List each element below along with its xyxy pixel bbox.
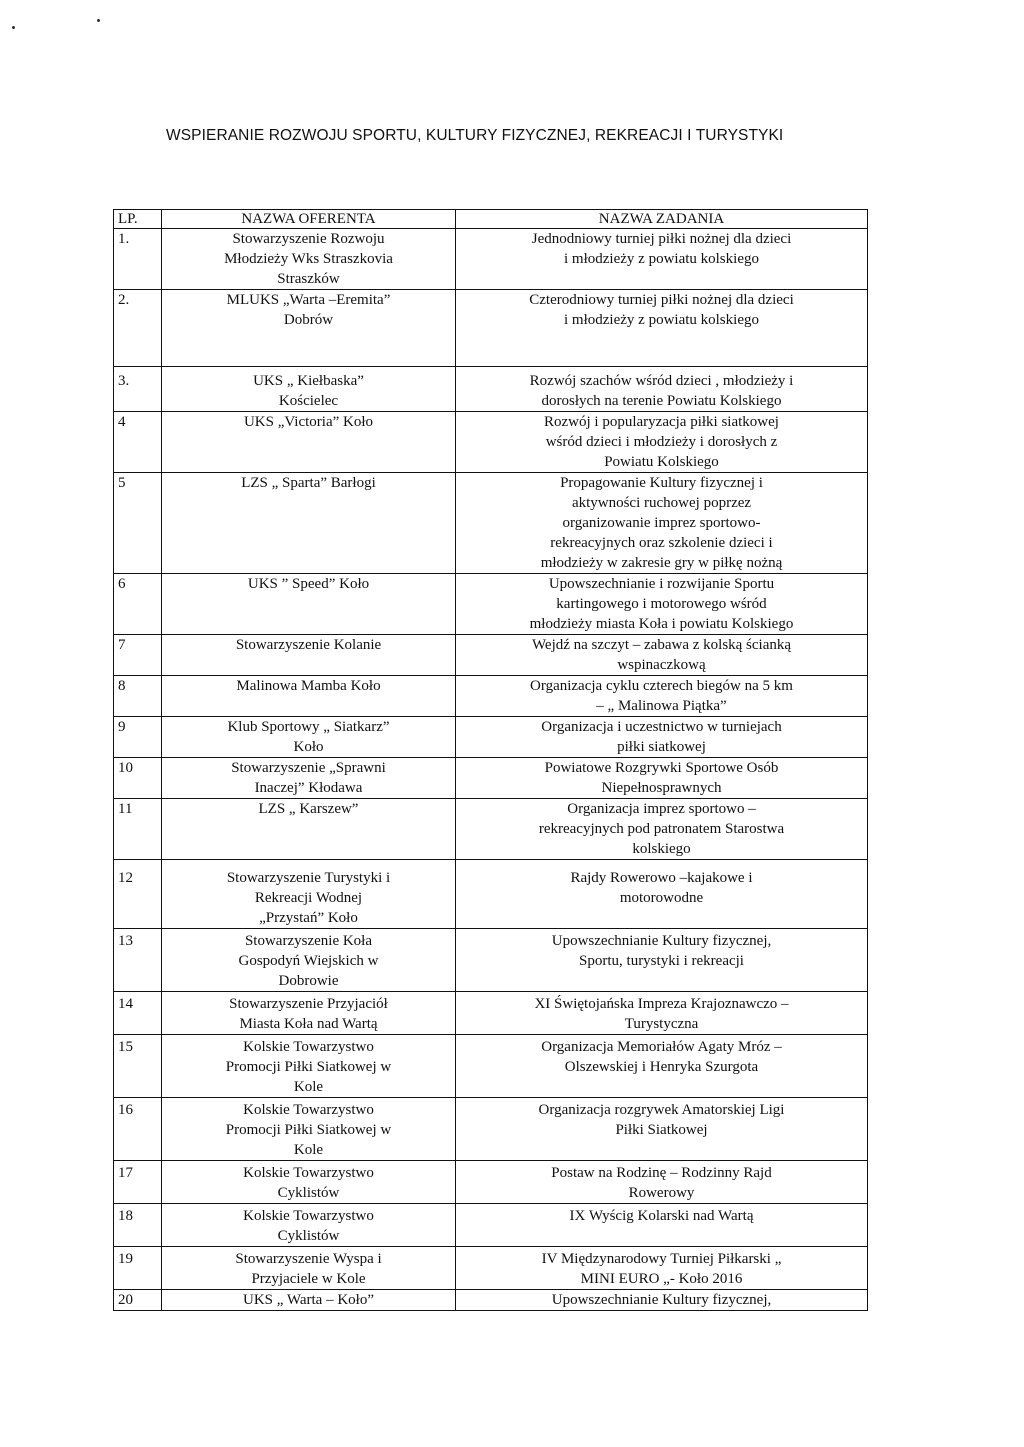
task-name: Postaw na Rodzinę – Rodzinny Rajd Rowerowy	[456, 1161, 868, 1204]
table-header-row	[114, 210, 868, 229]
row-number: 2.	[114, 290, 162, 367]
table-row	[114, 1247, 868, 1290]
row-number: 13	[114, 929, 162, 992]
applicant-name: LZS „ Sparta” Barłogi	[162, 473, 456, 574]
table-row	[114, 799, 868, 860]
task-name: XI Świętojańska Impreza Krajoznawczo – Turystyczna	[456, 992, 868, 1035]
applicant-name: Stowarzyszenie Wyspa i Przyjaciele w Kole	[162, 1247, 456, 1290]
task-name: Organizacja Memoriałów Agaty Mróz – Olszewskiej i Henryka Szurgota	[456, 1035, 868, 1098]
page-title: WSPIERANIE ROZWOJU SPORTU, KULTURY FIZYCZNEJ, REKREACJI I TURYSTYKI	[166, 127, 784, 144]
applicant-name: Klub Sportowy „ Siatkarz” Koło	[162, 717, 456, 758]
applicant-name: Stowarzyszenie Koła Gospodyń Wiejskich w Dobrowie	[162, 929, 456, 992]
table-row	[114, 676, 868, 717]
table-row	[114, 412, 868, 473]
task-name: IV Międzynarodowy Turniej Piłkarski „ MINI EURO „- Koło 2016	[456, 1247, 868, 1290]
task-name: Rozwój i popularyzacja piłki siatkowej wśród dzieci i młodzieży i dorosłych z Powiatu Kolskiego	[456, 412, 868, 473]
task-name: Organizacja imprez sportowo – rekreacyjnych pod patronatem Starostwa kolskiego	[456, 799, 868, 860]
table-row	[114, 1290, 868, 1311]
task-name: Organizacja i uczestnictwo w turniejach piłki siatkowej	[456, 717, 868, 758]
task-name: Propagowanie Kultury fizycznej i aktywności ruchowej poprzez organizowanie imprez sportowo- rekreacyjnych oraz szkolenie dzieci i młodzieży w zakresie gry w piłkę nożną	[456, 473, 868, 574]
row-number: 8	[114, 676, 162, 717]
table-row	[114, 473, 868, 574]
task-name: IX Wyścig Kolarski nad Wartą	[456, 1204, 868, 1247]
table-row	[114, 1161, 868, 1204]
applicant-name: UKS „ Warta – Koło”	[162, 1290, 456, 1311]
applicant-name: Kolskie Towarzystwo Cyklistów	[162, 1161, 456, 1204]
row-number: 17	[114, 1161, 162, 1204]
applicant-name: Stowarzyszenie Rozwoju Młodzieży Wks Straszkovia Straszków	[162, 229, 456, 290]
row-number: 15	[114, 1035, 162, 1098]
table-row	[114, 574, 868, 635]
table-row	[114, 1098, 868, 1161]
applicant-name: Kolskie Towarzystwo Cyklistów	[162, 1204, 456, 1247]
table-row	[114, 1204, 868, 1247]
task-name: Czterodniowy turniej piłki nożnej dla dzieci i młodzieży z powiatu kolskiego	[456, 290, 868, 367]
row-number: 12	[114, 860, 162, 929]
row-number: 19	[114, 1247, 162, 1290]
row-number: 9	[114, 717, 162, 758]
table-row	[114, 992, 868, 1035]
row-number: 6	[114, 574, 162, 635]
row-number: 4	[114, 412, 162, 473]
applicant-name: Stowarzyszenie Kolanie	[162, 635, 456, 676]
row-number: 14	[114, 992, 162, 1035]
table-row	[114, 929, 868, 992]
table-row	[114, 367, 868, 412]
grants-table	[113, 209, 868, 1311]
applicant-name: Stowarzyszenie Turystyki i Rekreacji Wodnej „Przystań” Koło	[162, 860, 456, 929]
table-body	[114, 229, 868, 1311]
table-row	[114, 860, 868, 929]
applicant-name: LZS „ Karszew”	[162, 799, 456, 860]
applicant-name: MLUKS „Warta –Eremita” Dobrów	[162, 290, 456, 367]
header-lp: LP.	[114, 210, 162, 229]
header-task-name: NAZWA ZADANIA	[456, 210, 868, 229]
applicant-name: Malinowa Mamba Koło	[162, 676, 456, 717]
task-name: Wejdź na szczyt – zabawa z kolską ścianką wspinaczkową	[456, 635, 868, 676]
table-row	[114, 635, 868, 676]
table-row	[114, 1035, 868, 1098]
row-number: 3.	[114, 367, 162, 412]
table-row	[114, 758, 868, 799]
applicant-name: Kolskie Towarzystwo Promocji Piłki Siatkowej w Kole	[162, 1098, 456, 1161]
applicant-name: Stowarzyszenie „Sprawni Inaczej” Kłodawa	[162, 758, 456, 799]
task-name: Powiatowe Rozgrywki Sportowe Osób Niepełnosprawnych	[456, 758, 868, 799]
row-number: 10	[114, 758, 162, 799]
table-row	[114, 290, 868, 367]
task-name: Upowszechnianie i rozwijanie Sportu kartingowego i motorowego wśród młodzieży miasta Koła i powiatu Kolskiego	[456, 574, 868, 635]
task-name: Organizacja cyklu czterech biegów na 5 km – „ Malinowa Piątka”	[456, 676, 868, 717]
row-number: 7	[114, 635, 162, 676]
table-row	[114, 229, 868, 290]
row-number: 5	[114, 473, 162, 574]
task-name: Upowszechnianie Kultury fizycznej, Sportu, turystyki i rekreacji	[456, 929, 868, 992]
applicant-name: UKS ” Speed” Koło	[162, 574, 456, 635]
row-number: 20	[114, 1290, 162, 1311]
task-name: Rozwój szachów wśród dzieci , młodzieży i dorosłych na terenie Powiatu Kolskiego	[456, 367, 868, 412]
row-number: 16	[114, 1098, 162, 1161]
task-name: Jednodniowy turniej piłki nożnej dla dzieci i młodzieży z powiatu kolskiego	[456, 229, 868, 290]
task-name: Organizacja rozgrywek Amatorskiej Ligi Piłki Siatkowej	[456, 1098, 868, 1161]
applicant-name: UKS „Victoria” Koło	[162, 412, 456, 473]
row-number: 1.	[114, 229, 162, 290]
applicant-name: Kolskie Towarzystwo Promocji Piłki Siatkowej w Kole	[162, 1035, 456, 1098]
scan-speck	[97, 19, 100, 22]
scan-speck	[12, 26, 15, 29]
task-name: Rajdy Rowerowo –kajakowe i motorowodne	[456, 860, 868, 929]
header-applicant-name: NAZWA OFERENTA	[162, 210, 456, 229]
row-number: 11	[114, 799, 162, 860]
task-name: Upowszechnianie Kultury fizycznej,	[456, 1290, 868, 1311]
applicant-name: Stowarzyszenie Przyjaciół Miasta Koła nad Wartą	[162, 992, 456, 1035]
row-number: 18	[114, 1204, 162, 1247]
applicant-name: UKS „ Kiełbaska” Kościelec	[162, 367, 456, 412]
table-row	[114, 717, 868, 758]
